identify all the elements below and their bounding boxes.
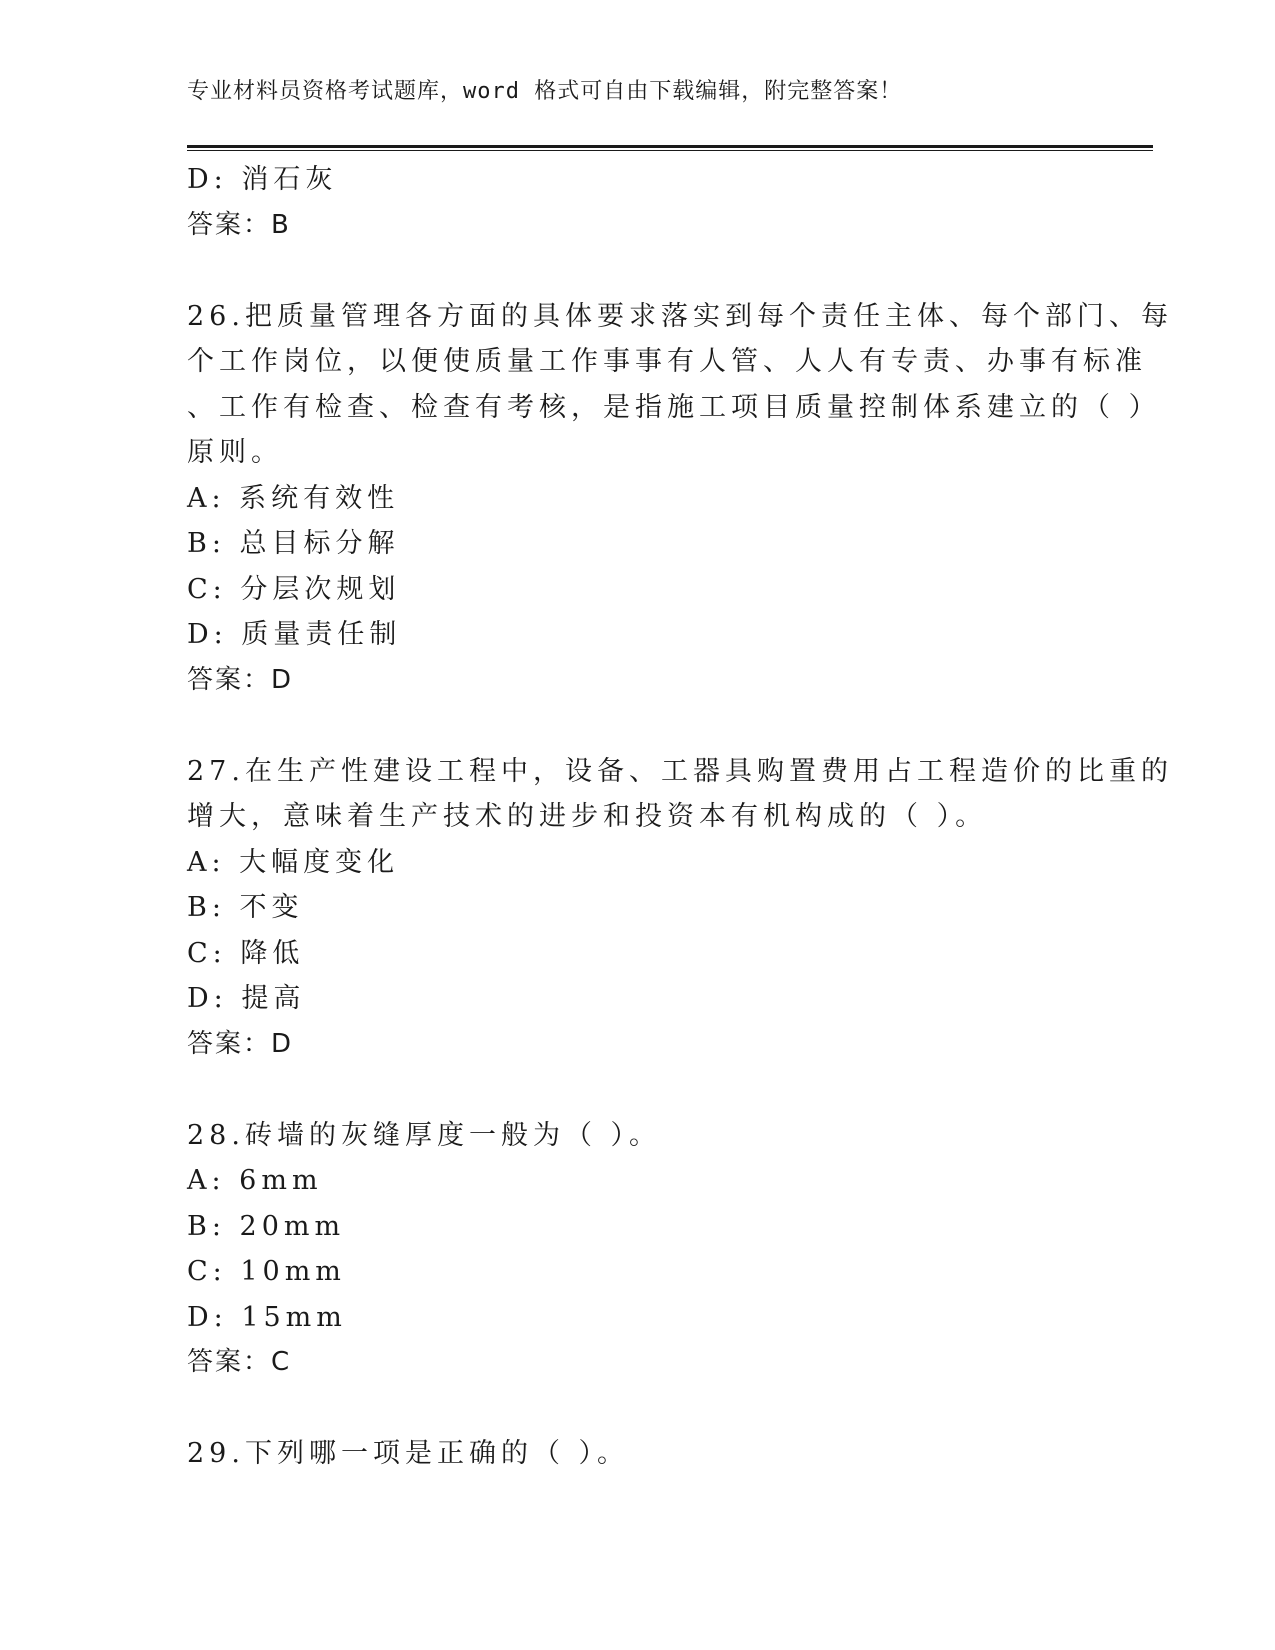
header-divider bbox=[187, 145, 1153, 151]
option-c: C: 10mm bbox=[187, 1256, 346, 1287]
option-a: A: 6mm bbox=[187, 1165, 323, 1196]
option-d: D: 消石灰 bbox=[187, 164, 338, 195]
option-d: D: 提高 bbox=[187, 983, 306, 1014]
question-28 bbox=[187, 1113, 1087, 1386]
question-29 bbox=[187, 1431, 1087, 1477]
question-text-line: 原则。 bbox=[187, 437, 283, 468]
option-a: A: 大幅度变化 bbox=[187, 846, 400, 878]
question-27 bbox=[187, 749, 1173, 1068]
option-a: A: 系统有效性 bbox=[187, 482, 400, 514]
answer-line: 答案：C bbox=[187, 1347, 292, 1377]
option-c: C: 分层次规划 bbox=[187, 573, 401, 605]
question-text-line: 个工作岗位，以便使质量工作事事有人管、人人有专责、办事有标准 bbox=[187, 346, 1147, 377]
answer-line: 答案：D bbox=[187, 664, 294, 695]
option-b: B: 20mm bbox=[187, 1210, 346, 1242]
question-text-line: 29.下列哪一项是正确的（ ）。 bbox=[187, 1438, 630, 1469]
page-header: 专业材料员资格考试题库，word 格式可自由下载编辑，附完整答案！ bbox=[187, 79, 903, 104]
answer-line: 答案：B bbox=[187, 209, 291, 240]
option-d: D: 15mm bbox=[187, 1301, 347, 1333]
option-c: C: 降低 bbox=[187, 937, 305, 969]
option-d: D: 质量责任制 bbox=[187, 619, 402, 650]
answer-line: 答案：D bbox=[187, 1028, 294, 1059]
option-b: B: 总目标分解 bbox=[187, 528, 400, 559]
question-26 bbox=[187, 294, 1173, 704]
question-text-line: 26.把质量管理各方面的具体要求落实到每个责任主体、每个部门、每 bbox=[187, 300, 1173, 332]
question-text-line: 增大，意味着生产技术的进步和投资本有机构成的（ ）。 bbox=[187, 801, 988, 832]
question-text-line: 27.在生产性建设工程中，设备、工器具购置费用占工程造价的比重的 bbox=[187, 755, 1173, 787]
question-text-line: 28.砖墙的灰缝厚度一般为（ ）。 bbox=[187, 1119, 662, 1151]
option-b: B: 不变 bbox=[187, 892, 304, 923]
document-body bbox=[187, 157, 1173, 1477]
question-text-line: 、工作有检查、检查有考核，是指施工项目质量控制体系建立的（ ） bbox=[187, 391, 1161, 423]
